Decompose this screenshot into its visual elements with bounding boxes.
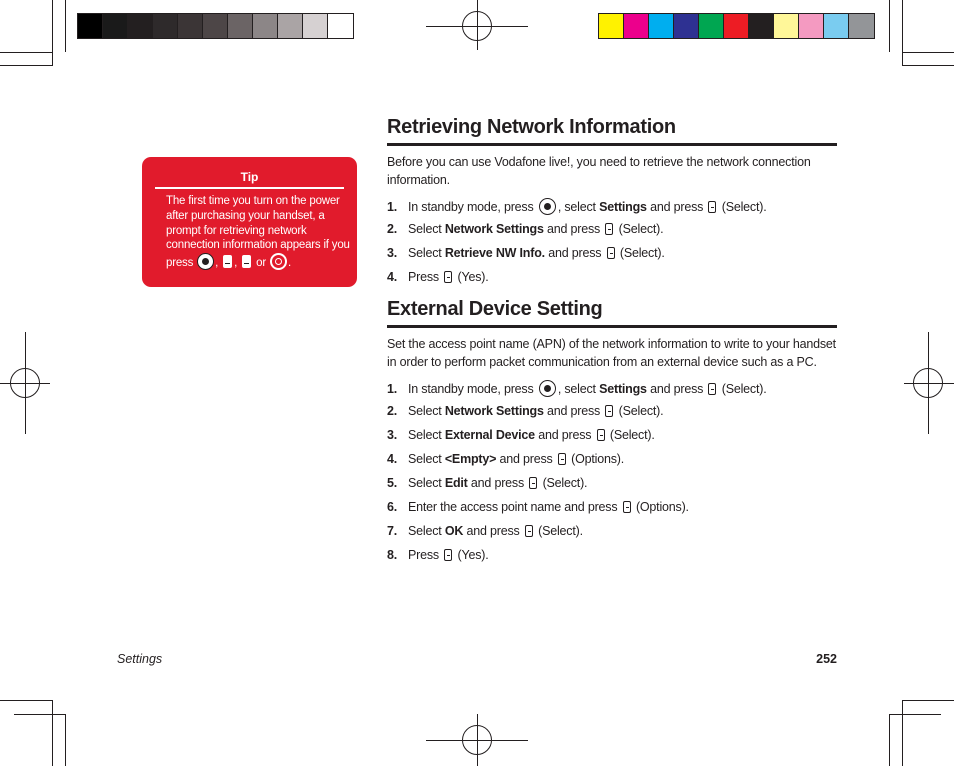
- crop-mark: [52, 700, 53, 766]
- section-intro: Set the access point name (APN) of the network information to write to your handset in order to perform packet communication from an external device such as a PC.: [387, 337, 836, 369]
- color-swatch: [303, 14, 328, 38]
- step-text: In standby mode, press: [408, 382, 537, 396]
- color-swatch: [328, 14, 353, 38]
- step-text: Select: [408, 524, 445, 538]
- crop-mark: [65, 714, 66, 766]
- step-text: Enter the access point name and press: [408, 500, 621, 514]
- step-number: 6.: [387, 500, 398, 514]
- step-item: [387, 403, 837, 419]
- color-swatch: [128, 14, 153, 38]
- step-text: Select: [408, 452, 445, 466]
- step-text: (Select).: [539, 476, 588, 490]
- step-text: and press: [646, 200, 707, 214]
- step-item: [387, 451, 837, 467]
- step-text: and press: [646, 382, 707, 396]
- softkey-icon: [558, 453, 566, 465]
- step-text: and press: [543, 404, 604, 418]
- crop-mark: [902, 65, 954, 66]
- color-swatch: [103, 14, 128, 38]
- registration-mark: [913, 368, 943, 398]
- step-item: [387, 380, 837, 397]
- step-text: (Options).: [567, 452, 625, 466]
- crop-mark: [902, 700, 954, 701]
- menu-item-name: External Device: [444, 428, 535, 442]
- section-title-external: External Device Setting: [387, 298, 603, 320]
- crop-mark: [0, 52, 52, 53]
- step-text: (Select).: [615, 404, 664, 418]
- crop-mark: [14, 714, 66, 715]
- crop-mark: [889, 714, 890, 766]
- registration-mark: [462, 725, 492, 755]
- crop-mark: [889, 714, 941, 715]
- step-text: and press: [543, 222, 604, 236]
- step-text: (Options).: [632, 500, 689, 514]
- step-item: [387, 245, 837, 261]
- softkey-icon: [597, 429, 605, 441]
- page-number: 252: [816, 652, 837, 666]
- step-text: (Select).: [534, 524, 583, 538]
- menu-item-name: Settings: [599, 382, 647, 396]
- step-text: (Select).: [718, 200, 767, 214]
- softkey-icon: [708, 201, 716, 213]
- step-text: Select: [408, 222, 445, 236]
- step-text: Select: [408, 404, 445, 418]
- menu-item-name: Edit: [444, 476, 468, 490]
- left-softkey-icon: [223, 255, 232, 268]
- color-swatch: [78, 14, 103, 38]
- center-key-icon: [539, 198, 556, 215]
- color-swatch: [278, 14, 303, 38]
- step-item: [387, 499, 837, 515]
- crop-mark: [889, 0, 890, 52]
- color-swatch: [178, 14, 203, 38]
- step-item: [387, 475, 837, 491]
- step-text: Press: [408, 270, 443, 284]
- step-item: [387, 523, 837, 539]
- color-swatch: [599, 14, 624, 38]
- step-number: 8.: [387, 548, 398, 562]
- tip-body: The first time you turn on the power after purchasing your handset, a prompt for retrieving network connection information appears if you press , , or .: [166, 195, 350, 270]
- center-key-icon: [539, 380, 556, 397]
- softkey-icon: [444, 271, 452, 283]
- softkey-icon: [708, 383, 716, 395]
- center-key-icon: [197, 253, 214, 270]
- tip-box: [142, 157, 357, 287]
- color-swatch: [253, 14, 278, 38]
- tip-title: Tip: [240, 170, 259, 184]
- step-text: , select: [557, 200, 600, 214]
- crop-mark: [65, 0, 66, 52]
- step-text: (Yes).: [454, 270, 489, 284]
- color-swatch: [724, 14, 749, 38]
- step-text: Press: [408, 548, 443, 562]
- step-text: and press: [544, 246, 605, 260]
- tip-divider: [155, 187, 344, 189]
- softkey-icon: [444, 549, 452, 561]
- step-number: 1.: [387, 200, 398, 214]
- step-text: (Yes).: [454, 548, 489, 562]
- menu-item-name: OK: [444, 524, 464, 538]
- registration-mark: [10, 368, 40, 398]
- step-item: [387, 427, 837, 443]
- crop-mark: [902, 52, 954, 53]
- right-softkey-icon: [242, 255, 251, 268]
- menu-item-name: Settings: [599, 200, 647, 214]
- step-number: 4.: [387, 452, 398, 466]
- step-number: 7.: [387, 524, 398, 538]
- color-swatch: [203, 14, 228, 38]
- step-number: 2.: [387, 222, 398, 236]
- step-number: 1.: [387, 382, 398, 396]
- softkey-icon: [529, 477, 537, 489]
- footer-section-name: Settings: [117, 652, 163, 666]
- softkey-icon: [605, 405, 613, 417]
- softkey-icon: [623, 501, 631, 513]
- tip-text: The first time you turn on the power after purchasing your handset, a prompt for retrieving network connection information appears if you press: [166, 195, 350, 270]
- step-text: (Select).: [606, 428, 655, 442]
- softkey-icon: [607, 247, 615, 259]
- step-text: , select: [557, 382, 600, 396]
- step-number: 4.: [387, 270, 398, 284]
- step-number: 5.: [387, 476, 398, 490]
- color-swatch: [649, 14, 674, 38]
- color-swatch: [749, 14, 774, 38]
- process-color-bar: [598, 13, 875, 39]
- step-number: 2.: [387, 404, 398, 418]
- step-number: 3.: [387, 428, 398, 442]
- step-text: and press: [467, 476, 528, 490]
- menu-item-name: Retrieve NW Info.: [444, 246, 545, 260]
- color-swatch: [774, 14, 799, 38]
- color-swatch: [699, 14, 724, 38]
- menu-item-name: Network Settings: [444, 222, 544, 236]
- crop-mark: [0, 700, 52, 701]
- menu-item-name: Network Settings: [444, 404, 544, 418]
- step-text: and press: [496, 452, 556, 466]
- crop-mark: [52, 0, 53, 66]
- step-item: [387, 221, 837, 237]
- section-intro: Before you can use Vodafone live!, you need to retrieve the network connection information.: [387, 155, 811, 187]
- color-swatch: [228, 14, 253, 38]
- color-swatch: [674, 14, 699, 38]
- step-text: (Select).: [616, 246, 665, 260]
- color-swatch: [824, 14, 849, 38]
- step-text: (Select).: [615, 222, 664, 236]
- gray-color-bar: [77, 13, 354, 39]
- registration-mark: [462, 11, 492, 41]
- crop-mark: [902, 0, 903, 66]
- softkey-icon: [525, 525, 533, 537]
- step-item: [387, 547, 837, 563]
- step-text: Select: [408, 476, 445, 490]
- color-swatch: [624, 14, 649, 38]
- section-title-retrieving: Retrieving Network Information: [387, 116, 676, 138]
- step-text: (Select).: [718, 382, 767, 396]
- menu-item-name: <Empty>: [444, 452, 497, 466]
- section-divider: [387, 325, 837, 328]
- color-swatch: [799, 14, 824, 38]
- color-swatch: [153, 14, 178, 38]
- navigation-key-icon: [270, 253, 287, 270]
- softkey-icon: [605, 223, 613, 235]
- section-divider: [387, 143, 837, 146]
- step-text: Select: [408, 246, 445, 260]
- crop-mark: [0, 65, 52, 66]
- step-number: 3.: [387, 246, 398, 260]
- crop-mark: [902, 700, 903, 766]
- step-item: [387, 198, 837, 215]
- step-text: Select: [408, 428, 445, 442]
- step-text: In standby mode, press: [408, 200, 537, 214]
- step-item: [387, 269, 837, 285]
- step-text: and press: [534, 428, 595, 442]
- step-text: and press: [463, 524, 523, 538]
- color-swatch: [849, 14, 874, 38]
